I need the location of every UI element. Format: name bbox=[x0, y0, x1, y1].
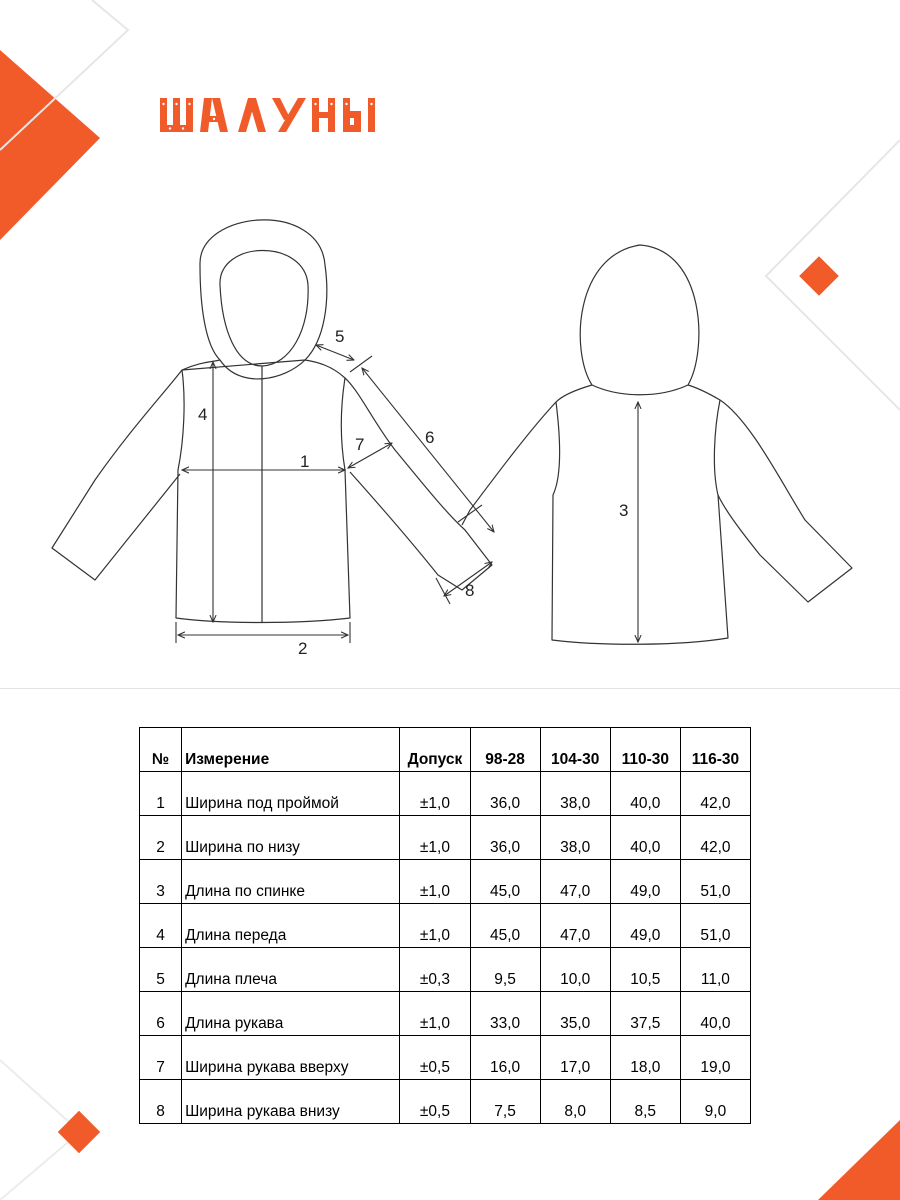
cell-value: 10,0 bbox=[540, 948, 610, 992]
cell-value: 51,0 bbox=[680, 904, 750, 948]
cell-measurement: Длина плеча bbox=[182, 948, 400, 992]
measure-5-shoulder-length bbox=[316, 345, 354, 360]
cell-tolerance: ±0,5 bbox=[400, 1080, 470, 1124]
cell-value: 45,0 bbox=[470, 860, 540, 904]
cell-measurement: Длина переда bbox=[182, 904, 400, 948]
front-measurements bbox=[176, 345, 494, 643]
cell-measurement: Ширина по низу bbox=[182, 816, 400, 860]
cell-number: 4 bbox=[140, 904, 182, 948]
front-body-outline bbox=[176, 360, 350, 623]
cell-measurement: Длина по спинке bbox=[182, 860, 400, 904]
cell-value: 49,0 bbox=[610, 860, 680, 904]
table-header-row bbox=[140, 728, 751, 772]
label-2: 2 bbox=[298, 639, 308, 658]
cell-number: 2 bbox=[140, 816, 182, 860]
size-table bbox=[139, 727, 751, 1124]
cell-value: 47,0 bbox=[540, 860, 610, 904]
cell-value: 49,0 bbox=[610, 904, 680, 948]
header-size: 98-28 bbox=[470, 728, 540, 772]
label-6: 6 bbox=[425, 428, 435, 447]
cell-measurement: Ширина под проймой bbox=[182, 772, 400, 816]
table-row bbox=[140, 948, 751, 992]
cell-tolerance: ±1,0 bbox=[400, 816, 470, 860]
header-size: 110-30 bbox=[610, 728, 680, 772]
cell-value: 36,0 bbox=[470, 816, 540, 860]
table-row bbox=[140, 1080, 751, 1124]
cell-tolerance: ±0,5 bbox=[400, 1036, 470, 1080]
brand-logo bbox=[158, 92, 380, 138]
table-row bbox=[140, 860, 751, 904]
table-row bbox=[140, 772, 751, 816]
cell-value: 38,0 bbox=[540, 816, 610, 860]
cell-value: 9,0 bbox=[680, 1080, 750, 1124]
back-left-sleeve bbox=[462, 402, 556, 525]
front-right-sleeve bbox=[345, 378, 492, 590]
cell-value: 18,0 bbox=[610, 1036, 680, 1080]
cell-value: 36,0 bbox=[470, 772, 540, 816]
orange-corner-triangle-bottom-right bbox=[818, 1120, 900, 1200]
cell-measurement: Ширина рукава внизу bbox=[182, 1080, 400, 1124]
header-size: 116-30 bbox=[680, 728, 750, 772]
cell-value: 42,0 bbox=[680, 772, 750, 816]
label-4: 4 bbox=[198, 405, 208, 424]
cell-value: 47,0 bbox=[540, 904, 610, 948]
jacket-measurement-diagram bbox=[0, 200, 900, 680]
cell-value: 19,0 bbox=[680, 1036, 750, 1080]
cell-tolerance: ±1,0 bbox=[400, 904, 470, 948]
cell-number: 3 bbox=[140, 860, 182, 904]
label-3: 3 bbox=[619, 501, 629, 520]
label-1: 1 bbox=[300, 452, 310, 471]
header-size: 104-30 bbox=[540, 728, 610, 772]
section-divider bbox=[0, 688, 900, 689]
cell-measurement: Длина рукава bbox=[182, 992, 400, 1036]
cell-value: 45,0 bbox=[470, 904, 540, 948]
label-7: 7 bbox=[355, 435, 365, 454]
cell-value: 42,0 bbox=[680, 816, 750, 860]
table-row bbox=[140, 904, 751, 948]
cell-number: 7 bbox=[140, 1036, 182, 1080]
cell-measurement: Ширина рукава вверху bbox=[182, 1036, 400, 1080]
header-tolerance: Допуск bbox=[400, 728, 470, 772]
cell-value: 37,5 bbox=[610, 992, 680, 1036]
cell-value: 17,0 bbox=[540, 1036, 610, 1080]
jacket-front-view bbox=[52, 220, 492, 623]
jacket-back-view bbox=[462, 245, 852, 644]
back-body-outline bbox=[552, 385, 728, 644]
table-row bbox=[140, 992, 751, 1036]
cell-number: 1 bbox=[140, 772, 182, 816]
cell-value: 40,0 bbox=[610, 816, 680, 860]
cell-value: 7,5 bbox=[470, 1080, 540, 1124]
cell-value: 11,0 bbox=[680, 948, 750, 992]
cell-number: 8 bbox=[140, 1080, 182, 1124]
cell-tolerance: ±1,0 bbox=[400, 772, 470, 816]
header-measurement: Измерение bbox=[182, 728, 400, 772]
cell-value: 40,0 bbox=[680, 992, 750, 1036]
front-left-sleeve bbox=[52, 370, 182, 580]
cell-value: 16,0 bbox=[470, 1036, 540, 1080]
cell-number: 6 bbox=[140, 992, 182, 1036]
back-hood bbox=[580, 245, 699, 395]
table-row bbox=[140, 816, 751, 860]
cell-value: 33,0 bbox=[470, 992, 540, 1036]
cell-value: 38,0 bbox=[540, 772, 610, 816]
cell-value: 9,5 bbox=[470, 948, 540, 992]
cell-value: 8,0 bbox=[540, 1080, 610, 1124]
cell-tolerance: ±1,0 bbox=[400, 992, 470, 1036]
table-row bbox=[140, 1036, 751, 1080]
brand-logo-mark bbox=[158, 92, 380, 138]
cell-number: 5 bbox=[140, 948, 182, 992]
cell-value: 51,0 bbox=[680, 860, 750, 904]
front-hood-inner bbox=[220, 250, 308, 366]
label-5: 5 bbox=[335, 327, 345, 346]
cell-tolerance: ±1,0 bbox=[400, 860, 470, 904]
cell-value: 35,0 bbox=[540, 992, 610, 1036]
label-8: 8 bbox=[465, 581, 475, 600]
cell-tolerance: ±0,3 bbox=[400, 948, 470, 992]
cell-value: 10,5 bbox=[610, 948, 680, 992]
back-right-sleeve bbox=[718, 400, 852, 602]
header-number: № bbox=[140, 728, 182, 772]
cell-value: 40,0 bbox=[610, 772, 680, 816]
cell-value: 8,5 bbox=[610, 1080, 680, 1124]
